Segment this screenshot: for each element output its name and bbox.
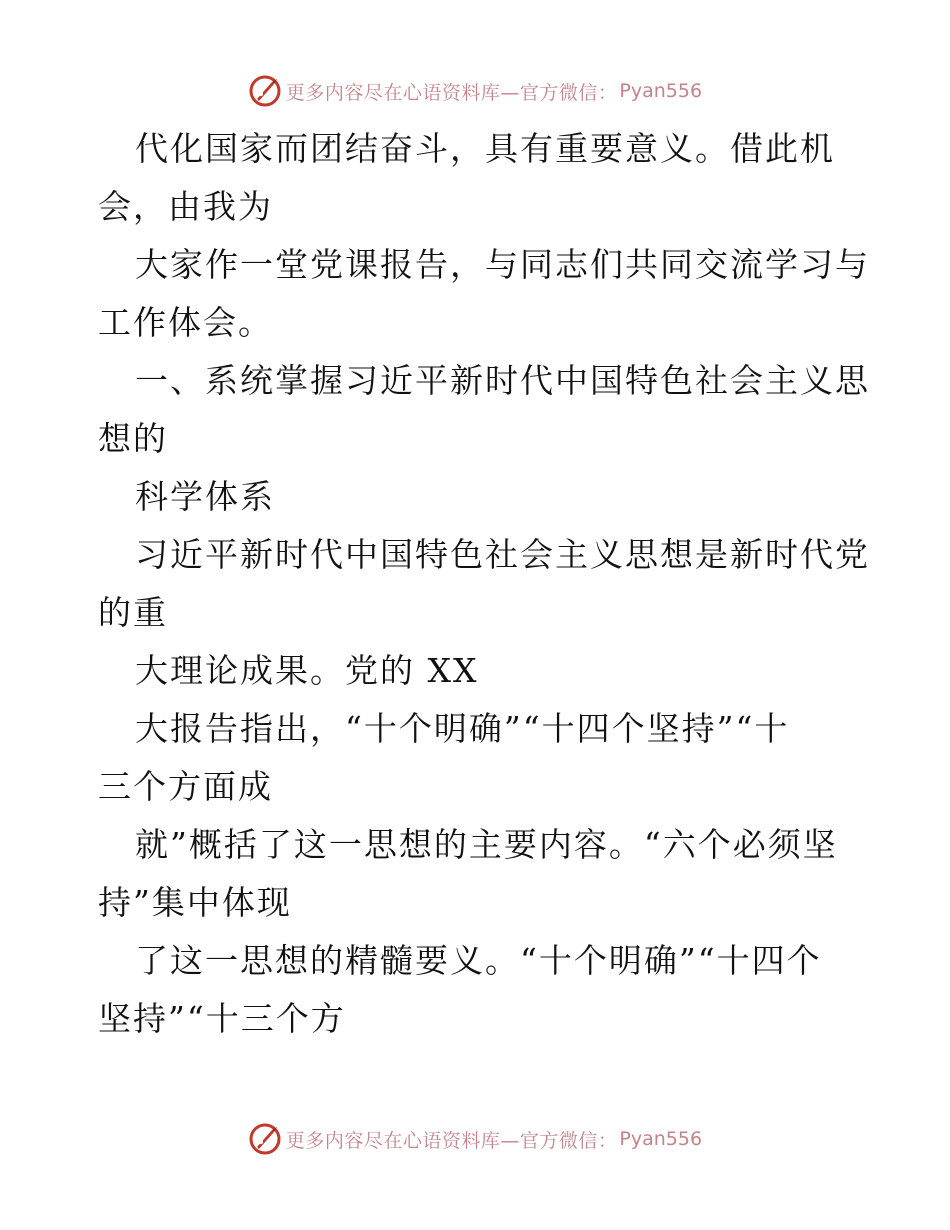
header-wechat-id: Pyan556 — [619, 80, 703, 102]
section-heading-line: 科学体系 — [135, 477, 275, 516]
text-line: 会，由我为 — [98, 187, 273, 226]
text-line: 习近平新时代中国特色社会主义思想是新时代党 — [135, 535, 870, 574]
footer-watermark — [0, 1119, 950, 1159]
quill-logo-icon — [248, 1122, 282, 1156]
text-line: 大报告指出，“十个明确”“十四个坚持”“十 — [135, 709, 790, 748]
text-line: 坚持”“十三个方 — [98, 999, 346, 1038]
quill-logo-icon — [248, 74, 282, 108]
text-line: 的重 — [98, 593, 168, 632]
text-line: 就”概括了这一思想的主要内容。“六个必须坚 — [135, 825, 838, 864]
text-line: 大家作一堂党课报告，与同志们共同交流学习与 — [135, 245, 870, 284]
header-watermark — [0, 71, 950, 111]
header-watermark-text: 更多内容尽在心语资料库—官方微信： — [285, 81, 618, 104]
text-line: 代化国家而团结奋斗，具有重要意义。借此机 — [135, 129, 835, 168]
text-line: 三个方面成 — [98, 767, 273, 806]
text-line: 工作体会。 — [98, 303, 273, 342]
document-body — [98, 120, 870, 1048]
text-line: 持”集中体现 — [98, 883, 292, 922]
text-line: 大理论成果。党的 XX — [135, 651, 479, 690]
section-heading-line: 想的 — [98, 419, 168, 458]
footer-wechat-id: Pyan556 — [619, 1128, 703, 1150]
section-heading-line: 一、系统掌握习近平新时代中国特色社会主义思 — [135, 361, 870, 400]
footer-watermark-text: 更多内容尽在心语资料库—官方微信： — [285, 1129, 618, 1152]
text-line: 了这一思想的精髓要义。“十个明确”“十四个 — [135, 941, 822, 980]
